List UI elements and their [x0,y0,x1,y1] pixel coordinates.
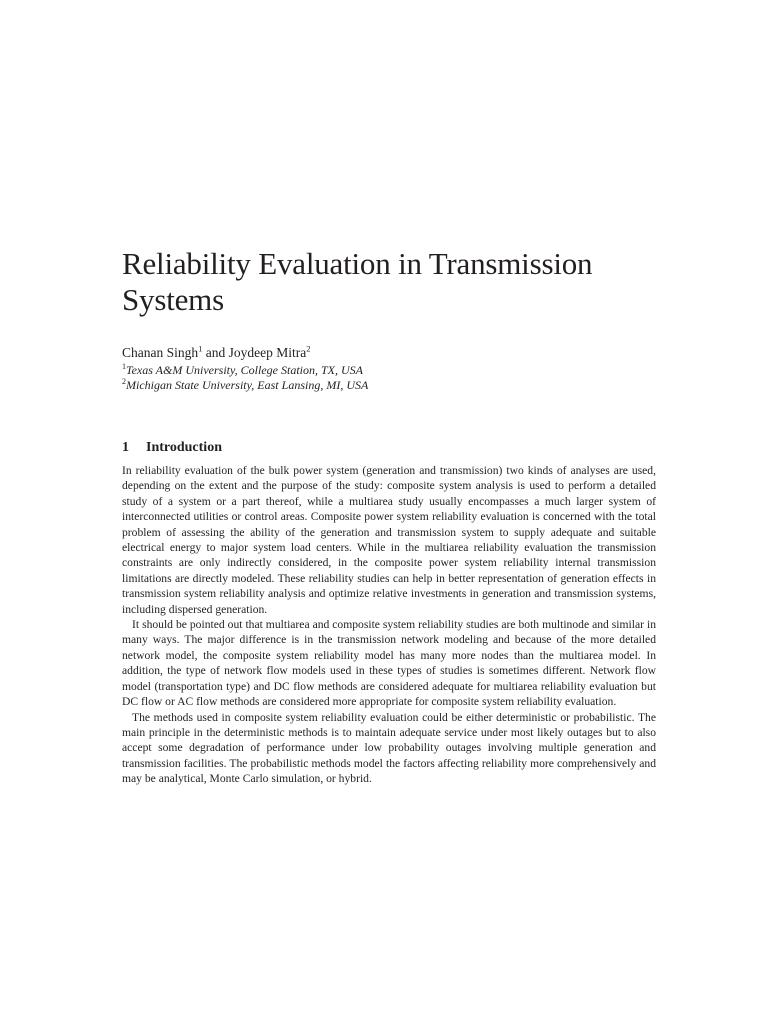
affiliation-mark: 1 [122,362,126,371]
author-connector: and [202,345,229,360]
author-line [122,345,656,361]
paper-title: Reliability Evaluation in Transmission Systems [122,246,593,317]
affiliation [122,378,656,393]
section-heading [122,439,656,457]
affiliation-text: Texas A&M University, College Station, TX, USA [126,363,363,377]
affiliation [122,363,656,378]
body-paragraph: It should be pointed out that multiarea and composite system reliability studies are both multinode and similar in many ways. The major difference is in the transmission network modeling and because of the more detailed network model, the composite system reliability model has many more nodes than the multiarea model. In addition, the type of network flow models used in these types of studies is sometimes different. Network flow model (transportation type) and DC flow methods are considered adequate for multiarea reliability evaluation but DC flow or AC flow methods are considered more appropriate for composite system reliability evaluation. [122,618,656,709]
affiliations [122,363,656,393]
affiliation-mark: 2 [306,343,311,354]
author-name: Chanan Singh [122,345,199,360]
section-body [122,463,656,787]
section-title: Introduction [146,440,222,455]
affiliation-text: Michigan State University, East Lansing, MI, USA [126,378,369,392]
affiliation-mark: 2 [122,377,126,386]
affiliation-mark: 1 [198,343,203,354]
section-number: 1 [122,440,129,455]
author-name: Joydeep Mitra [228,345,307,360]
body-paragraph: The methods used in composite system reliability evaluation could be either deterministic or probabilistic. The main principle in the deterministic methods is to maintain adequate service under most likely outages but to also accept some degradation of performance under low probability outages involving multiple generation and transmission facilities. The probabilistic methods model the factors affecting reliability more comprehensively and may be analytical, Monte Carlo simulation, or hybrid. [122,710,656,786]
article [122,246,656,787]
body-paragraph: In reliability evaluation of the bulk power system (generation and transmission) two kinds of analyses are used, depending on the extent and the purpose of the study: composite system analysis is used to perform a detailed study of a system or a part thereof, while a multiarea study usually encompasses a much larger system of interconnected utilities or control areas. Composite power system reliability evaluation is concerned with the total problem of assessing the ability of the generation and transmission system to supply adequate and suitable electrical energy to major system load centers. While in the multiarea reliability evaluation the transmission constraints are only indirectly considered, in the composite power system reliability internal transmission limitations are directly modeled. These reliability studies can help in better representation of generation effects in transmission system reliability analysis and optimize relative investments in generation and transmission systems, including dispersed generation. [122,464,656,616]
